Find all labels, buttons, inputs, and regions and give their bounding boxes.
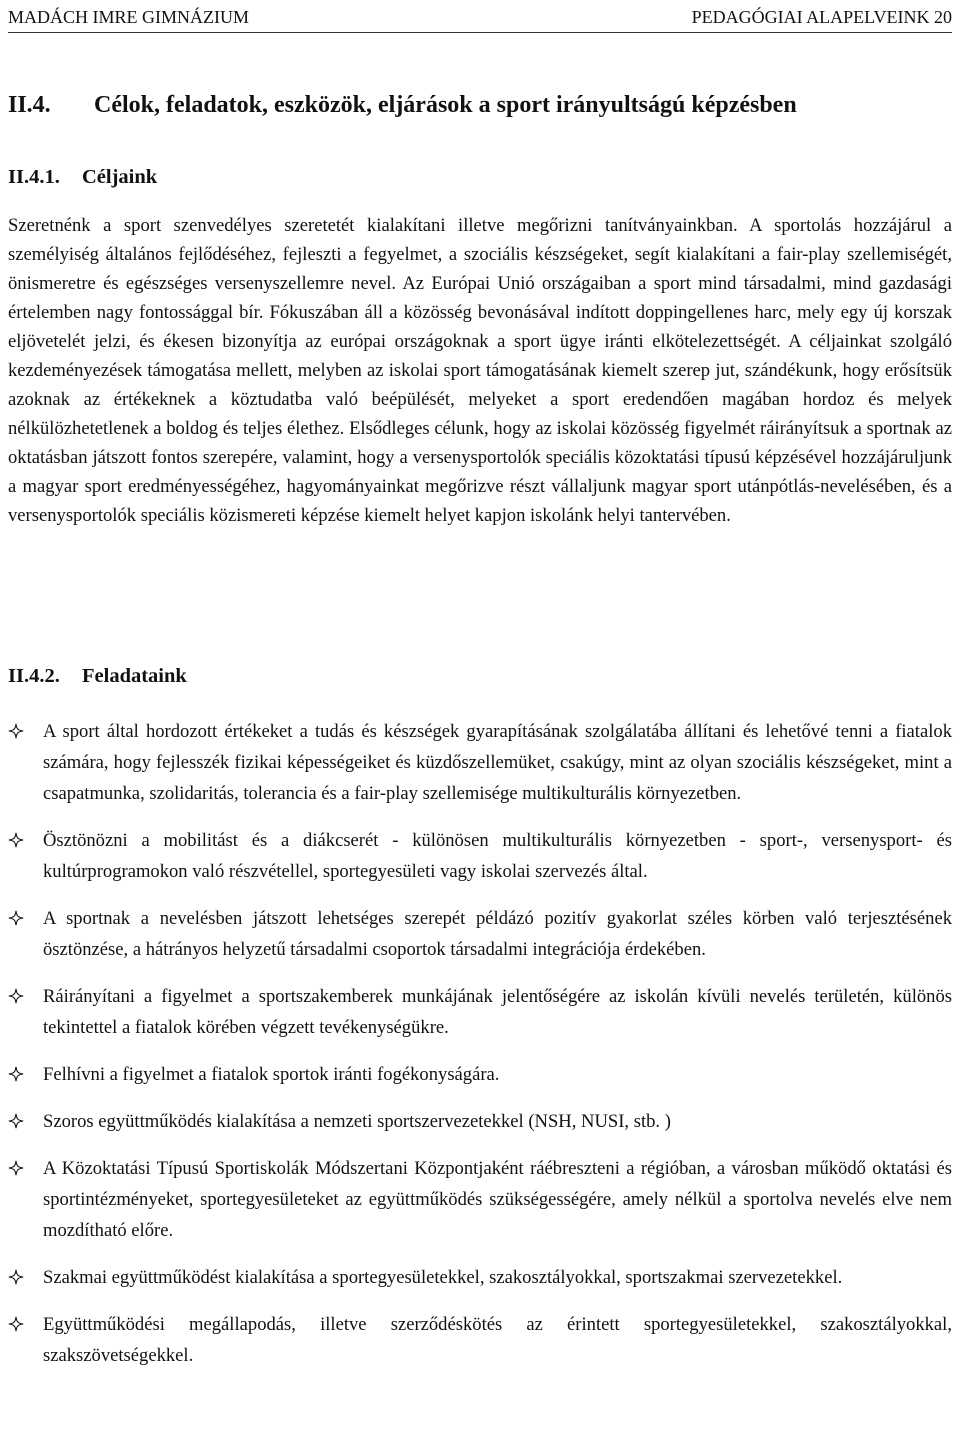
- task-item-text: Szoros együttműködés kialakítása a nemzeti sportszervezetekkel (NSH, NUSI, stb. ): [43, 1111, 671, 1132]
- section-number: II.4.: [8, 92, 51, 118]
- header-section-page: PEDAGÓGIAI ALAPELVEINK 20: [691, 6, 952, 27]
- task-item: [8, 1059, 952, 1090]
- four-point-star-icon: [8, 1113, 24, 1129]
- section-heading: [8, 92, 952, 119]
- task-item-text: Szakmai együttműködést kialakítása a sportegyesületekkel, szakosztályokkal, sportszakmai szervezetekkel.: [43, 1267, 843, 1288]
- goals-heading: [8, 166, 157, 189]
- goals-number: II.4.1.: [8, 166, 60, 188]
- page-header: [8, 2, 952, 33]
- header-school-name: MADÁCH IMRE GIMNÁZIUM: [8, 6, 249, 27]
- four-point-star-icon: [8, 723, 24, 739]
- task-item-text: A sport által hordozott értékeket a tudás és készségek gyarapításának szolgálatába állítani és lehetővé tenni a fiatalok számára, hogy fejlesszék fizikai képességeiket és küzdőszellemüket, csakúgy, mint az olyan szociális készségeket, mint a csapatmunka, szolidaritás, tolerancia és a fair-play szellemisége multikulturális környezetben.: [43, 721, 952, 804]
- task-item: [8, 903, 952, 965]
- task-item: [8, 716, 952, 809]
- task-item-text: A sportnak a nevelésben játszott lehetséges szerepét példázó pozitív gyakorlat széles körben való terjesztésének ösztönzése, a hátrányos helyzetű társadalmi csoportok társadalmi integrációja érdekében.: [43, 908, 952, 960]
- four-point-star-icon: [8, 910, 24, 926]
- goals-paragraph: Szeretnénk a sport szenvedélyes szeretetét kialakítani illetve megőrizni tanítványainkban. A sportolás hozzájárul a személyiség általános fejlődéséhez, fejleszti a fegyelmet, a szociális készségeket, segít kialakítani a fair-play szellemiségét, önismeretre és egészséges versenyszellemre nevel. Az Európai Unió országaiban a sport mind társadalmi, mind gazdasági értelemben nagy fontossággal bír. Fókuszában áll a közösség bevonásával indított doppingellenes harc, mely egy új korszak eljövetelét jelzi, és ékesen bizonyítja az európai országoknak a sport ügye iránti elkötelezettségét. A céljainkat szolgáló kezdeményezések támogatása mellett, melyben az iskolai sport támogatásának kiemelt szerep jut, szándékunk, hogy erősítsük azoknak az értékeknek a köztudatba való beépülését, melyeket a sport eredendően magában hordoz és melyek nélkülözhetetlenek a boldog és teljes élethez. Elsődleges célunk, hogy az iskolai közösség figyelmét ráirányítsuk a sportnak az oktatásban játszott fontos szerepére, valamint, hogy a versenysportolók speciális közoktatási típusú képzésével hozzájáruljunk a magyar sport eredményességéhez, hagyományainkat megőrizve részt vállaljunk magyar sport utánpótlás-nevelésében, és a versenysportolók speciális közismereti képzése kiemelt helyet kapjon iskolánk helyi tantervében.: [8, 215, 952, 526]
- four-point-star-icon: [8, 1269, 24, 1285]
- four-point-star-icon: [8, 1066, 24, 1082]
- task-item-text: A Közoktatási Típusú Sportiskolák Módszertani Központjaként ráébreszteni a régióban, a városban működő oktatási és sportintézményeket, sportegyesületeket az együttműködés szükségességére, amely nélkül a sportolva nevelés elve nem mozdítható előre.: [43, 1158, 952, 1241]
- tasks-title: Feladataink: [82, 665, 187, 687]
- tasks-number: II.4.2.: [8, 665, 60, 687]
- tasks-heading: [8, 665, 187, 688]
- task-item-text: Ráirányítani a figyelmet a sportszakemberek munkájának jelentőségére az iskolán kívüli nevelés területén, különös tekintettel a fiatalok körében végzett tevékenységükre.: [43, 986, 952, 1038]
- section-title: Célok, feladatok, eszközök, eljárások a sport irányultságú képzésben: [94, 92, 797, 118]
- four-point-star-icon: [8, 1160, 24, 1176]
- four-point-star-icon: [8, 1316, 24, 1332]
- task-item-text: Felhívni a figyelmet a fiatalok sportok iránti fogékonyságára.: [43, 1064, 500, 1085]
- four-point-star-icon: [8, 832, 24, 848]
- goals-title: Céljaink: [82, 166, 158, 188]
- task-item: [8, 1262, 952, 1293]
- task-item-text: Ösztönözni a mobilitást és a diákcserét - különösen multikulturális környezetben - sport-, versenysport- és kultúrprogramokon való részvétellel, sportegyesületi vagy iskolai szervezés által.: [43, 830, 952, 882]
- task-item-text: Együttműködési megállapodás, illetve szerződéskötés az érintett sportegyesületekkel, szakosztályokkal, szakszövetségekkel.: [43, 1314, 952, 1366]
- task-item: [8, 825, 952, 887]
- tasks-list: [8, 716, 952, 1387]
- task-item: [8, 1153, 952, 1246]
- task-item: [8, 1106, 952, 1137]
- four-point-star-icon: [8, 988, 24, 1004]
- task-item: [8, 981, 952, 1043]
- task-item: [8, 1309, 952, 1371]
